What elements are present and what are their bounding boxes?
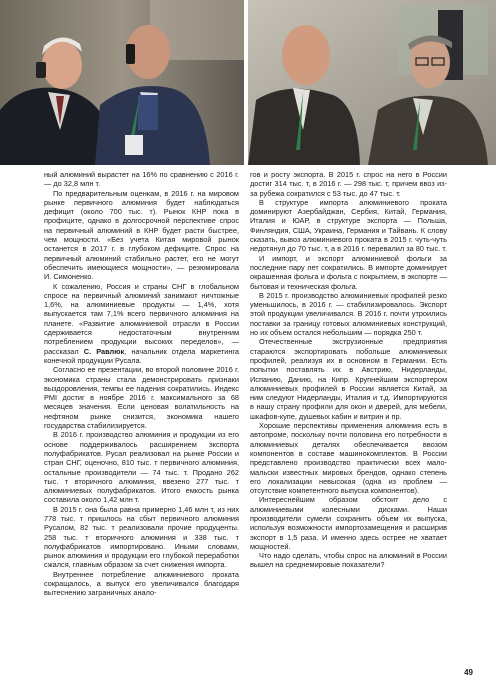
- article-column-left: [44, 170, 239, 598]
- paragraph-text: , начальник отдела маркетинга конечной продукции Русала.: [44, 346, 239, 365]
- paragraph: В 2015 г. она была равна примерно 1,46 млн т, из них 778 тыс. т пришлось на сбыт первичного алюминия Русалом, 82 тыс. т реализовали прочие продуценты. 258 тыс. т вторичного алюминия и 338 тыс. т полуфабрикатов импортировано. Иными словами, рынок алюминия и продукции его глубокой переработки сжался, главным образом за счет снижения импорта.: [44, 504, 239, 570]
- paragraph: Отечественные экструзионные предприятия стараются экспортировать побольше алюминиевых профилей, реализуя их в основном в Германии. Есть попытки поставлять их в Австрию, Нидерланды, Испанию, Данию, на Кипр. Крупнейшим экспортером алюминиевых профилей в России является Китай, за ним следуют Нидерланды, Италия и т.д. Импортируются в нашу страну профили для окон и дверей, для мебели, шкафов-купе, душевых кабин и витрин и пр.: [250, 337, 447, 421]
- paragraph: Внутреннее потребление алюминиевого проката сокращалось, а выпуск его увеличивался благодаря вытеснению заграничных анало-: [44, 569, 239, 598]
- paragraph: Интереснейшим образом обстоит дело с алюминиевыми колесными дисками. Наши производители сумели сохранить объем их выпуска, используя возможности импортозамещения и расширив экспорт в 1,5 раза. И именно здесь острее не хватает мощностей.: [250, 495, 447, 551]
- paragraph: И импорт, и экспорт алюминиевой фольги за последние пару лет сократились. В импорте доминирует окрашенная фольга и фольга с покрытием, в экспорте — бытовая и техническая фольга.: [250, 253, 447, 291]
- paragraph: ный алюминий вырастет на 16% по сравнению с 2016 г. — до 32,8 млн т.: [44, 170, 239, 189]
- paragraph-text: К сожалению, Россия и страны СНГ в глобальном спросе на первичный алюминий занимают ничтожные 1,6%, на алюминиевые продукты — 1,4%, хотя выпускается там 7,1% всего первичного алюминия на планете. «Развитие алюминиевой отрасли в России сдерживается недостаточным внутренним потреблением продукции высоких переделов», — рассказал: [44, 281, 239, 356]
- paragraph: [44, 282, 239, 366]
- paragraph: Согласно ее презентации, во второй половине 2016 г. экономика страны стала демонстрировать признаки выздоровления, темпы ее падения сократились. Индекс PMI достиг в ноябре 2016 г. максимального за 68 месяцев значения. Если ценовая волатильность на нефтяном рынке снизится, экономика нашего государства стабилизируется.: [44, 365, 239, 431]
- paragraph: В 2015 г. производство алюминиевых профилей резко уменьшилось, в 2016 г. — стабилизировалось. Экспорт этой продукции увеличивался. В 2016 г. почти утроились поставки за границу готовых алюминиевых конструкций, но их объем остался небольшим — порядка 250 т.: [250, 290, 447, 338]
- photo-two-men-talking: [248, 0, 496, 165]
- paragraph: гов и росту экспорта. В 2015 г. спрос на него в России достиг 314 тыс. т, в 2016 г. — 298 тыс. т, причем ввоз из-за рубежа сократился с 53 тыс. до 47 тыс. т.: [250, 170, 447, 198]
- article-column-right: [250, 170, 447, 570]
- page-number: 49: [464, 668, 473, 677]
- photo-two-men-on-phones: [0, 0, 244, 165]
- paragraph: В структуре импорта алюминиевого проката доминируют Азербайджан, Сербия, Китай, Германия, Италия и ЮАР, в структуре экспорта — Польша, Финляндия, США, Украина, Германия и Тайвань. К слову сказать, вывоз алюминиевого проката в 2015 г. чуть-чуть недотянул до 70 тыс. т, а в 2016 г. перевалил за 80 тыс. т.: [250, 197, 447, 254]
- paragraph: В 2016 г. производство алюминия и продукции из его основе поддерживалось расширением экспорта полуфабрикатов. Русал реализовал на рынке России и стран СНГ, оценочно, 810 тыс. т первичного алюминия, остальные производители — 74 тыс. т. Продано 262 тыс. т вторичного алюминия, ввезено 277 тыс. т алюминиевых полуфабрикатов. Итого емкость рынка составила около 1,42 млн т.: [44, 430, 239, 505]
- speaker-name: С. Равлюк: [83, 346, 125, 356]
- paragraph: По предварительным оценкам, в 2016 г. на мировом рынке первичного алюминия будет наблюдаться дефицит (около 700 тыс. т). Рынок КНР пока в профиците, однако в долгосрочной перспективе спрос на первичный алюминий в КНР будет расти быстрее, чем мощности. «Без учета Китая мировой рынок останется в 2017 г. в глубоком дефиците. Спрос на первичный алюминий стабильно растет, его не могут обеспечить имеющиеся мощности», — резюмировала И. Симоненко.: [44, 188, 239, 282]
- paragraph: Хорошие перспективы применения алюминия есть в автопроме, поскольку почти половина его потребности в алюминиевых деталях обеспечивается ввозом компонентов в составе машинокомплектов. В России представлено производство практически всех мало-мальски известных мировых брендов, однако степень его локализации невысокая (одна из проблем — отсутствие компетентного выпуска компонентов).: [250, 421, 447, 496]
- paragraph: Что надо сделать, чтобы спрос на алюминий в России вышел на среднемировые показатели?: [250, 551, 447, 570]
